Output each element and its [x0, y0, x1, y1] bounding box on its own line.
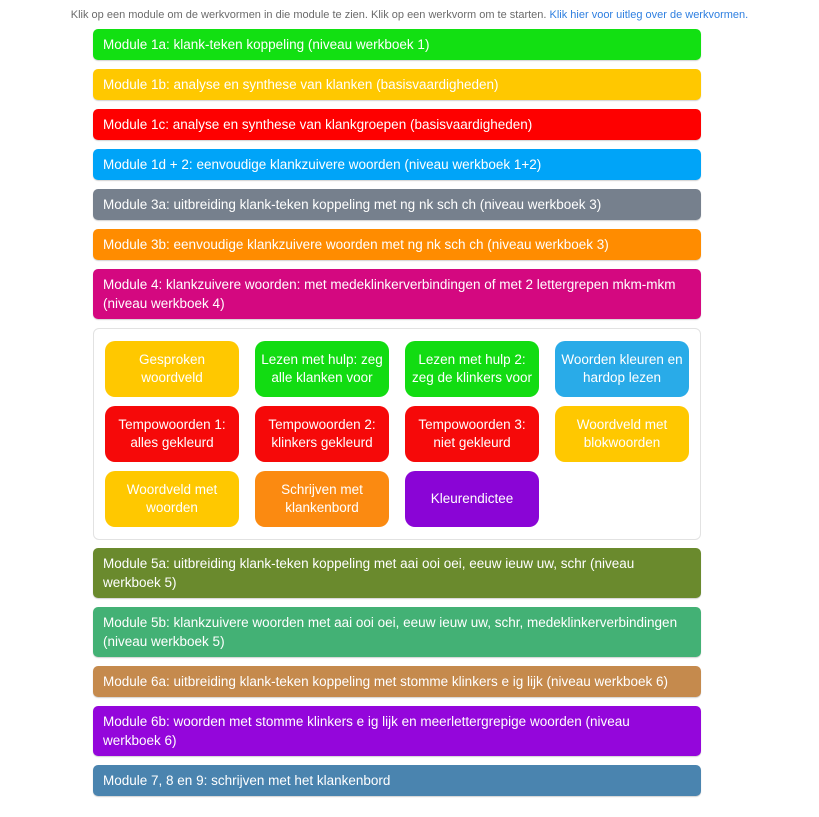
module-bar-3b[interactable]: Module 3b: eenvoudige klankzuivere woorden met ng nk sch ch (niveau werkboek 3)	[93, 229, 701, 260]
module-bar-6b[interactable]: Module 6b: woorden met stomme klinkers e ig lijk en meerlettergrepige woorden (niveau werkboek 6)	[93, 706, 701, 756]
werkvormen-panel	[93, 328, 701, 540]
werkvormen-uitleg-link[interactable]: Klik hier voor uitleg over de werkvormen.	[549, 9, 749, 21]
module-bar-5a[interactable]: Module 5a: uitbreiding klank-teken koppeling met aai ooi oei, eeuw ieuw uw, schr (niveau werkboek 5)	[93, 548, 701, 598]
werkvorm-button-tempowoorden-3[interactable]: Tempowoorden 3: niet gekleurd	[405, 406, 539, 462]
werkvorm-button-tempowoorden-1[interactable]: Tempowoorden 1: alles gekleurd	[105, 406, 239, 462]
werkvorm-button-gesproken-woordveld[interactable]: Gesproken woordveld	[105, 341, 239, 397]
werkvorm-button-woordveld-woorden[interactable]: Woordveld met woorden	[105, 471, 239, 527]
module-list	[93, 29, 701, 796]
werkvorm-button-lezen-met-hulp-2[interactable]: Lezen met hulp 2: zeg de klinkers voor	[405, 341, 539, 397]
werkvorm-button-kleurendictee[interactable]: Kleurendictee	[405, 471, 539, 527]
module-bar-5b[interactable]: Module 5b: klankzuivere woorden met aai ooi oei, eeuw ieuw uw, schr, medeklinkerverbindingen (niveau werkboek 5)	[93, 607, 701, 657]
module-bar-4[interactable]: Module 4: klankzuivere woorden: met medeklinkerverbindingen of met 2 lettergrepen mkm-mkm (niveau werkboek 4)	[93, 269, 701, 319]
module-bar-1d-2[interactable]: Module 1d + 2: eenvoudige klankzuivere woorden (niveau werkboek 1+2)	[93, 149, 701, 180]
module-bar-3a[interactable]: Module 3a: uitbreiding klank-teken koppeling met ng nk sch ch (niveau werkboek 3)	[93, 189, 701, 220]
module-bar-1c[interactable]: Module 1c: analyse en synthese van klankgroepen (basisvaardigheden)	[93, 109, 701, 140]
module-bar-1a[interactable]: Module 1a: klank-teken koppeling (niveau werkboek 1)	[93, 29, 701, 60]
werkvorm-button-tempowoorden-2[interactable]: Tempowoorden 2: klinkers gekleurd	[255, 406, 389, 462]
werkvorm-button-woorden-kleuren[interactable]: Woorden kleuren en hardop lezen	[555, 341, 689, 397]
module-bar-6a[interactable]: Module 6a: uitbreiding klank-teken koppeling met stomme klinkers e ig lijk (niveau werkboek 6)	[93, 666, 701, 697]
module-bar-1b[interactable]: Module 1b: analyse en synthese van klanken (basisvaardigheden)	[93, 69, 701, 100]
instruction-bar	[0, 9, 819, 21]
module-bar-7-8-9[interactable]: Module 7, 8 en 9: schrijven met het klankenbord	[93, 765, 701, 796]
werkvorm-button-woordveld-blokwoorden[interactable]: Woordveld met blokwoorden	[555, 406, 689, 462]
werkvorm-button-schrijven-klankenbord[interactable]: Schrijven met klankenbord	[255, 471, 389, 527]
instruction-text: Klik op een module om de werkvormen in die module te zien. Klik op een werkvorm om te starten.	[70, 9, 550, 21]
werkvorm-button-lezen-met-hulp-1[interactable]: Lezen met hulp: zeg alle klanken voor	[255, 341, 389, 397]
